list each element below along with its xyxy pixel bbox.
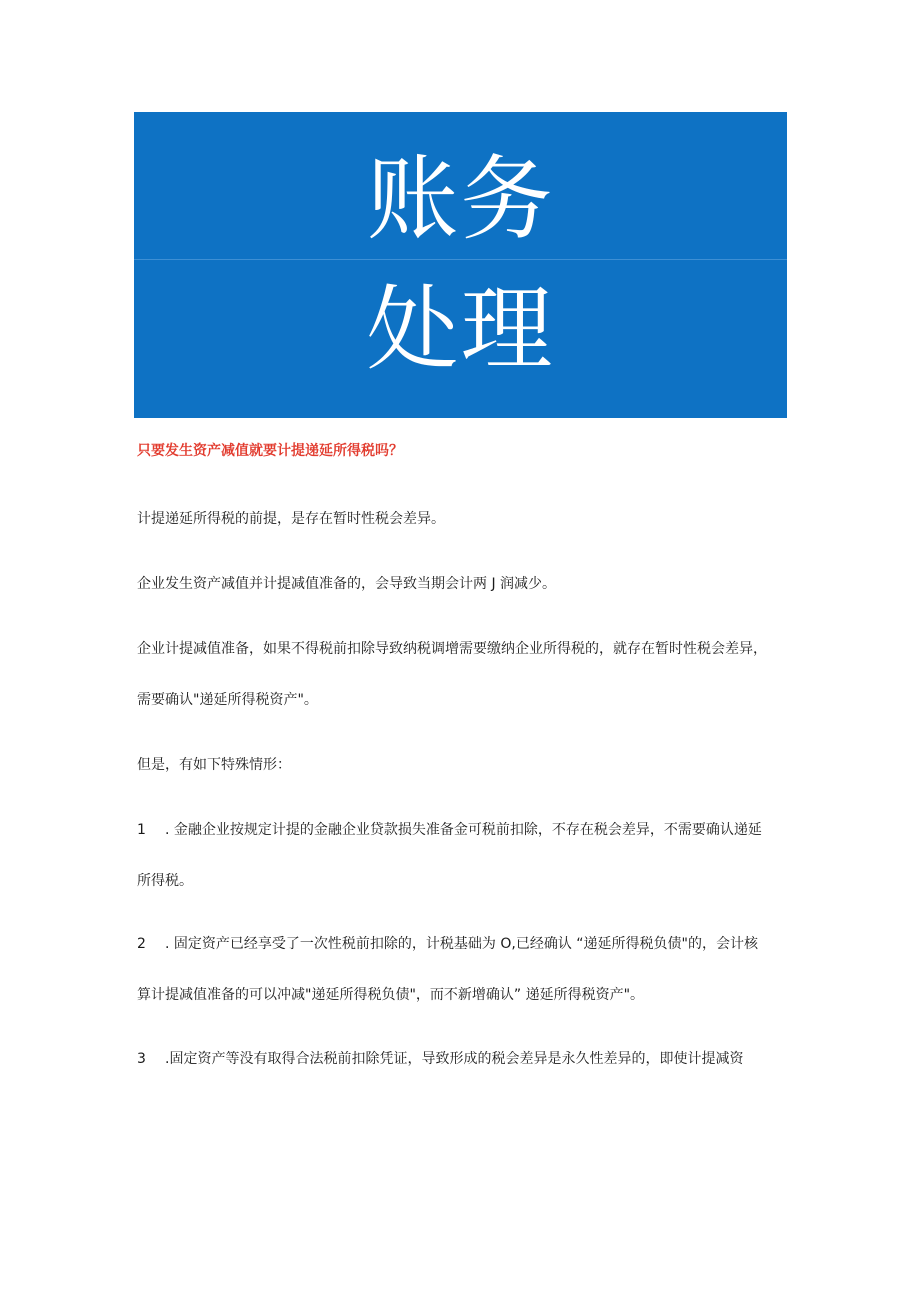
article-heading: 只要发生资产减值就要计提递延所得税吗？ [137, 443, 403, 459]
paragraph-premise: 计提递延所得税的前提，是存在暂时性税会差异。 [137, 511, 445, 527]
paragraph-profit-reduction: 企业发生资产减值并计提减值准备的，会导致当期会计两 J 润减少。 [137, 576, 557, 592]
list-item-number: 2 [137, 936, 146, 952]
list-item-number: 1 [137, 822, 146, 838]
paragraph-deferred-tax-asset: 需要确认"递延所得税资产"。 [137, 692, 318, 708]
list-item-text: .固定资产等没有取得合法税前扣除凭证，导致形成的税会差异是永久性差异的，即使计提减资 [165, 1051, 744, 1067]
list-item-1-line-1 [137, 820, 762, 840]
banner-title-line-1: 账务 [366, 146, 555, 253]
title-banner [134, 112, 787, 418]
paragraph-temporary-difference: 企业计提减值准备，如果不得税前扣除导致纳税调增需要缴纳企业所得税的，就存在暂时性税会差异， [137, 641, 767, 657]
paragraph-special-cases-intro: 但是，有如下特殊情形： [137, 757, 291, 773]
list-item-text: . 固定资产已经享受了一次性税前扣除的，计税基础为 O,已经确认 “递延所得税负债"的，会计核 [165, 936, 758, 952]
list-item-text: . 金融企业按规定计提的金融企业贷款损失准备金可税前扣除，不存在税会差异，不需要确认递延 [165, 822, 762, 838]
list-item-3-line-1 [137, 1049, 743, 1069]
list-item-1-line-2: 所得税。 [137, 873, 193, 889]
banner-title-line-2: 处理 [366, 276, 555, 383]
list-item-2-line-2: 算计提减值准备的可以冲减"递延所得税负债"，而不新增确认” 递延所得税资产"。 [137, 987, 645, 1003]
banner-divider [134, 259, 787, 260]
list-item-2-line-1 [137, 934, 758, 954]
list-item-number: 3 [137, 1051, 146, 1067]
